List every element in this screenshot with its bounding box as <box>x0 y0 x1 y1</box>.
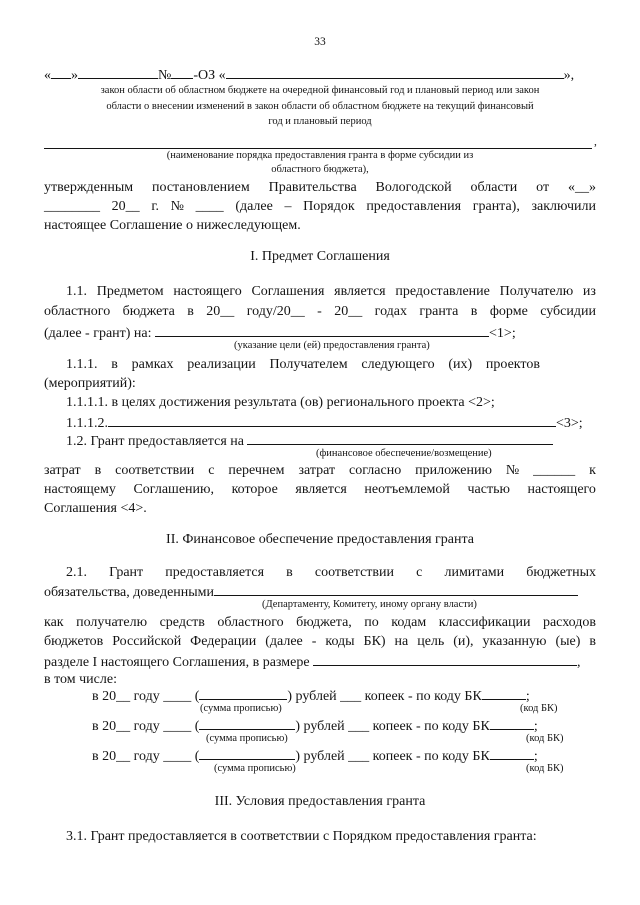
procedure-name-blank <box>44 148 592 149</box>
law-caption-line-3: год и плановый период <box>268 116 372 127</box>
close-quote: » <box>71 68 78 83</box>
word: (и), <box>453 634 474 649</box>
word: получателю <box>76 615 148 630</box>
grant-goal-blank <box>155 324 489 337</box>
word: годах <box>374 304 407 319</box>
word: приложению <box>415 463 492 478</box>
goal-caption: (указание цели (ей) предоставления гранта) <box>234 340 430 351</box>
word: настоящему <box>44 482 116 497</box>
word: Соглашению, <box>133 482 214 497</box>
word: Федерации <box>190 634 257 649</box>
word: – <box>284 199 292 214</box>
procedure-caption-line-2: областного бюджета), <box>271 164 369 175</box>
word: классификации <box>438 615 531 630</box>
word: году/20__ <box>246 304 305 319</box>
word: - <box>311 634 317 649</box>
word: БК) <box>363 634 386 649</box>
clause-1-2-text: 1.2. Грант предоставляется на <box>66 434 244 449</box>
word: цель <box>417 634 445 649</box>
costs-line-2 <box>44 482 596 498</box>
sum-caption: (сумма прописью) <box>206 733 288 744</box>
year-row-prefix: в 20__ году ____ ( <box>92 719 200 734</box>
word: № <box>505 463 520 478</box>
word: в <box>589 634 596 649</box>
sum-in-words-blank <box>199 747 295 760</box>
year-row-end: ; <box>533 749 538 764</box>
section-3-title: III. Условия предоставления гранта <box>214 794 426 809</box>
project-blank <box>108 414 556 427</box>
word: ____ <box>195 199 224 214</box>
word: настоящего <box>527 482 596 497</box>
law-caption-line-1: закон области об областном бюджете на очередной финансовый год и плановый период или закон <box>100 85 540 96</box>
bk-code-blank <box>490 717 534 730</box>
footnote-1: <1>; <box>489 326 516 341</box>
clause-2-1-line-1 <box>66 565 596 581</box>
word: реализации <box>187 357 256 372</box>
word: кодам <box>391 615 427 630</box>
month-blank <box>78 66 158 79</box>
word: субсидии <box>540 304 596 319</box>
word: которое <box>231 482 278 497</box>
word: 2.1. <box>66 565 87 580</box>
page-number: 33 <box>314 36 326 48</box>
word: (далее <box>235 199 273 214</box>
clause-3-1: 3.1. Грант предоставляется в соответствии с Порядком предоставления гранта: <box>66 829 537 844</box>
year-row <box>92 717 538 735</box>
open-quote: « <box>44 68 51 83</box>
word: г. <box>151 199 159 214</box>
obligations-label: обязательства, доведенными <box>44 585 215 600</box>
bk-code-blank <box>482 687 526 700</box>
word: на <box>394 634 409 649</box>
recipient-line-1 <box>44 615 596 631</box>
word: соответствии <box>115 463 195 478</box>
word: 1.1.1. <box>66 357 98 372</box>
word: неотъемлемой <box>364 482 450 497</box>
word: частью <box>467 482 510 497</box>
year-row-rubles: ) рублей ___ копеек - по коду БК <box>295 719 490 734</box>
word: областного <box>44 304 111 319</box>
costs-line-3: Соглашения <4>. <box>44 501 147 516</box>
word: является <box>334 284 386 299</box>
word: - <box>317 304 322 319</box>
word: гранта), <box>472 199 520 214</box>
word: в <box>286 565 293 580</box>
word: предоставление <box>395 284 490 299</box>
sum-in-words-blank <box>199 687 287 700</box>
bk-code-blank <box>490 747 534 760</box>
year-row-end: ; <box>525 689 530 704</box>
word: «__» <box>567 180 596 195</box>
word: (далее <box>265 634 303 649</box>
word: гранта <box>419 304 459 319</box>
word: средств <box>159 615 205 630</box>
word: ________ <box>44 199 100 214</box>
word: № <box>170 199 184 214</box>
word: 20__ <box>334 304 363 319</box>
year-row-rubles: ) рублей ___ копеек - по коду БК <box>295 749 490 764</box>
word: указанную <box>482 634 547 649</box>
word: бюджетных <box>526 565 596 580</box>
word: является <box>295 482 347 497</box>
year-row <box>92 747 538 765</box>
word: настоящего <box>173 284 242 299</box>
word: (ые) <box>555 634 581 649</box>
word: бюджетов <box>44 634 104 649</box>
word: затрат <box>44 463 81 478</box>
word: в <box>187 304 194 319</box>
clause-1-1-1-line-1 <box>66 357 540 373</box>
amount-blank <box>313 653 577 666</box>
word: Вологодской <box>375 180 452 195</box>
section-2-title: II. Финансовое обеспечение предоставления гранта <box>166 532 474 547</box>
word: Порядок <box>303 199 355 214</box>
amount-label: разделе I настоящего Соглашения, в размере <box>44 655 310 670</box>
clause-1-1-1-2-label: 1.1.1.2. <box>66 416 108 431</box>
word: 1.1. <box>66 284 87 299</box>
word: Соглашения <box>251 284 325 299</box>
word: области <box>470 180 518 195</box>
word: областного <box>217 615 284 630</box>
word: Правительства <box>268 180 357 195</box>
word: в <box>94 463 102 478</box>
year-row-end: ; <box>533 719 538 734</box>
word: к <box>589 463 596 478</box>
word: лимитами <box>444 565 505 580</box>
procedure-caption-line-1: (наименование порядка предоставления гранта в форме субсидии из <box>166 150 474 161</box>
word: Предметом <box>96 284 164 299</box>
section-1-title: I. Предмет Соглашения <box>250 249 390 264</box>
code-caption: (код БК) <box>526 763 564 774</box>
word: рамках <box>131 357 174 372</box>
recipient-line-3 <box>44 653 581 671</box>
law-caption-line-2: области о внесении изменений в закон области об областном бюджете на текущий финансовый <box>106 101 534 112</box>
word: с <box>208 463 215 478</box>
word: соответствии <box>314 565 394 580</box>
sum-caption: (сумма прописью) <box>200 703 282 714</box>
word: из <box>582 284 596 299</box>
word: постановлением <box>151 180 250 195</box>
grant-label: (далее - грант) на: <box>44 326 152 341</box>
code-caption: (код БК) <box>526 733 564 744</box>
word: (их) <box>448 357 473 372</box>
word: предоставления <box>366 199 462 214</box>
oz-label: -ОЗ « <box>193 68 226 83</box>
law-number-blank <box>171 66 193 79</box>
word: в <box>470 304 478 319</box>
sum-caption: (сумма прописью) <box>214 763 296 774</box>
procedure-comma: , <box>594 136 597 148</box>
clause-1-1-1-2 <box>66 414 583 432</box>
word: 20__ <box>206 304 235 319</box>
approved-line-2 <box>44 199 596 215</box>
recipient-line-2 <box>44 634 596 650</box>
number-sign: № <box>158 68 172 83</box>
law-title-blank <box>226 66 564 79</box>
word: Российской <box>112 634 182 649</box>
word: расходов <box>542 615 596 630</box>
code-caption: (код БК) <box>520 703 558 714</box>
word: предоставляется <box>165 565 265 580</box>
word: заключили <box>531 199 596 214</box>
word: по <box>364 615 379 630</box>
clause-1-1-1-1: 1.1.1.1. в целях достижения результата (ов) регионального проекта <2>; <box>66 395 495 410</box>
word: Получателем <box>269 357 348 372</box>
word: ______ <box>533 463 576 478</box>
amount-comma: , <box>577 655 581 670</box>
word: с <box>416 565 423 580</box>
word: следующего <box>361 357 435 372</box>
including-label: в том числе: <box>44 672 117 687</box>
word: Получателю <box>499 284 574 299</box>
year-row-rubles: ) рублей ___ копеек - по коду БК <box>287 689 482 704</box>
day-blank <box>51 66 71 79</box>
word: бюджета <box>122 304 175 319</box>
authority-blank <box>214 583 578 596</box>
word: утвержденным <box>44 180 134 195</box>
authority-caption: (Департаменту, Комитету, иному органу власти) <box>262 599 477 610</box>
law-reference-line <box>44 66 574 84</box>
finance-caption: (финансовое обеспечение/возмещение) <box>316 448 492 459</box>
word: от <box>536 180 550 195</box>
word: согласно <box>349 463 402 478</box>
word: как <box>44 615 64 630</box>
year-row-prefix: в 20__ году ____ ( <box>92 749 200 764</box>
word: затрат <box>298 463 336 478</box>
word: в <box>111 357 118 372</box>
sum-in-words-blank <box>199 717 295 730</box>
footnote-3: <3>; <box>556 416 583 431</box>
costs-line-1 <box>44 463 596 479</box>
word: 20__ <box>111 199 140 214</box>
finance-type-blank <box>247 432 553 445</box>
clause-1-1-line-1 <box>66 284 596 300</box>
word: бюджета, <box>296 615 352 630</box>
year-row <box>92 687 530 705</box>
approved-line-1 <box>44 180 596 196</box>
word: проектов <box>485 357 540 372</box>
approved-line-3: настоящее Соглашение о нижеследующем. <box>44 218 301 233</box>
word: перечнем <box>228 463 285 478</box>
word: коды <box>325 634 355 649</box>
word: Грант <box>109 565 144 580</box>
clause-1-1-line-2 <box>44 304 596 320</box>
year-row-prefix: в 20__ году ____ ( <box>92 689 200 704</box>
word: форме <box>489 304 528 319</box>
clause-1-1-1-line-2: (мероприятий): <box>44 376 136 391</box>
closing-quote-comma: », <box>563 68 575 83</box>
